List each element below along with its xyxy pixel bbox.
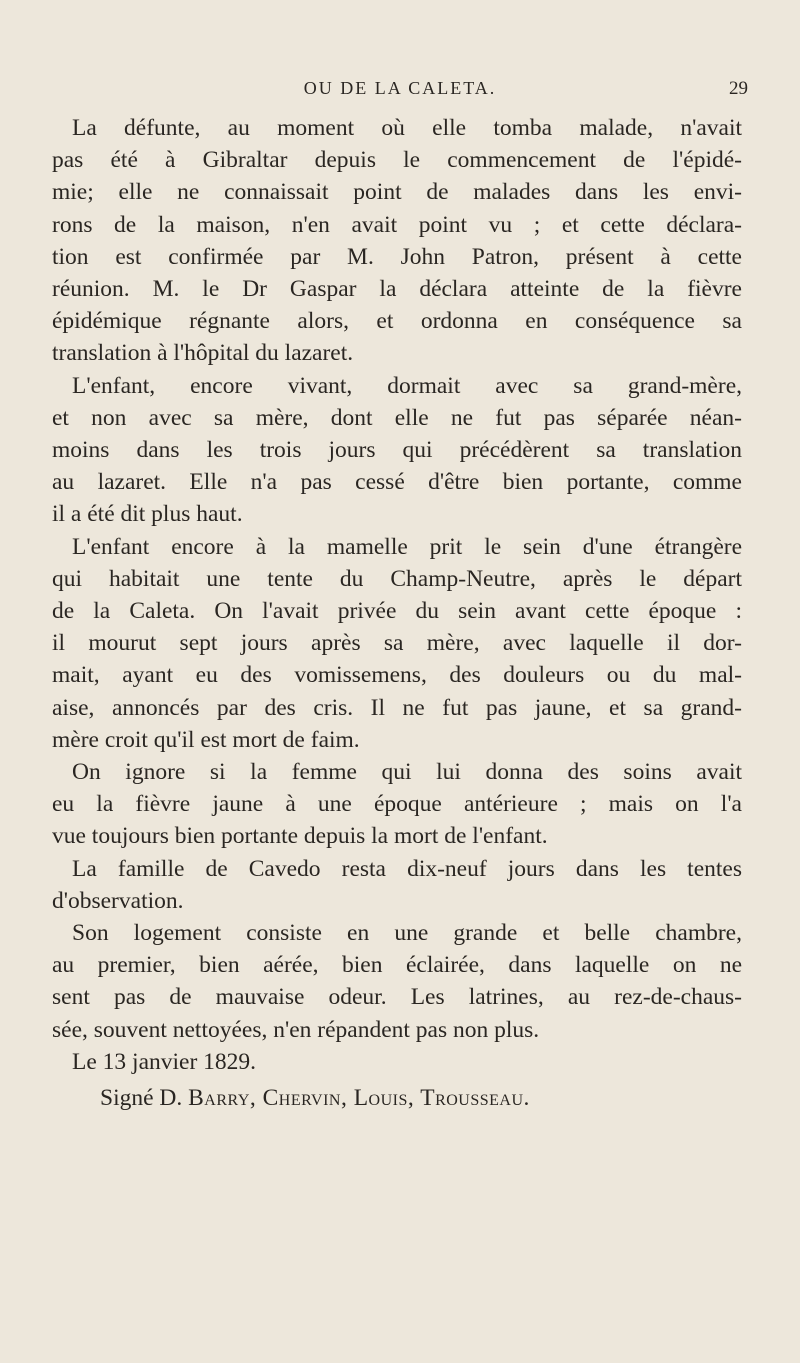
- paragraph: [52, 917, 742, 1046]
- text-line: pas été à Gibraltar depuis le commencement de l'épidé-: [52, 147, 742, 174]
- signature-prefix: Signé D.: [100, 1085, 183, 1112]
- paragraph: [52, 531, 742, 756]
- text-line: au lazaret. Elle n'a pas cessé d'être bien portante, comme: [52, 469, 742, 496]
- text-line: il a été dit plus haut.: [52, 501, 243, 528]
- text-line: de la Caleta. On l'avait privée du sein avant cette époque :: [52, 598, 742, 625]
- text-line: au premier, bien aérée, bien éclairée, dans laquelle on ne: [52, 952, 742, 979]
- text-line: sent pas de mauvaise odeur. Les latrines, au rez-de-chaus-: [52, 984, 742, 1011]
- body-text: [52, 112, 742, 1114]
- text-line: L'enfant, encore vivant, dormait avec sa grand-mère,: [72, 372, 742, 399]
- text-line: La défunte, au moment où elle tomba malade, n'avait: [72, 115, 742, 141]
- text-line: rons de la maison, n'en avait point vu ; et cette déclara-: [52, 211, 742, 238]
- page-header: [52, 78, 748, 108]
- paragraph: [52, 112, 742, 370]
- text-line: vue toujours bien portante depuis la mort de l'enfant.: [52, 823, 548, 850]
- text-line: et non avec sa mère, dont elle ne fut pas séparée néan-: [52, 404, 742, 431]
- running-title: OU DE LA CALETA.: [303, 78, 497, 98]
- text-line: qui habitait une tente du Champ-Neutre, après le départ: [52, 565, 742, 592]
- text-line: aise, annoncés par des cris. Il ne fut pas jaune, et sa grand-: [52, 694, 742, 721]
- paragraph: [52, 756, 742, 853]
- text-line: eu la fièvre jaune à une époque antérieure ; mais on l'a: [52, 791, 742, 818]
- text-line: il mourut sept jours après sa mère, avec laquelle il dor-: [52, 630, 742, 657]
- text-line: On ignore si la femme qui lui donna des soins avait: [72, 759, 742, 786]
- text-line: mère croit qu'il est mort de faim.: [52, 726, 360, 753]
- text-line: d'observation.: [52, 887, 184, 914]
- text-line: tion est confirmée par M. John Patron, présent à cette: [52, 243, 742, 270]
- text-line: sée, souvent nettoyées, n'en répandent pas non plus.: [52, 1016, 540, 1043]
- text-line: épidémique régnante alors, et ordonna en conséquence sa: [52, 308, 742, 335]
- text-line: mie; elle ne connaissait point de malades dans les envi-: [52, 179, 742, 206]
- text-line: L'enfant encore à la mamelle prit le sein d'une étrangère: [72, 533, 742, 560]
- text-line: réunion. M. le Dr Gaspar la déclara atteinte de la fièvre: [52, 276, 742, 303]
- date-line: Le 13 janvier 1829.: [72, 1048, 257, 1075]
- text-line: moins dans les trois jours qui précédèrent sa translation: [52, 437, 742, 464]
- text-line: mait, ayant eu des vomissemens, des douleurs ou du mal-: [52, 662, 742, 689]
- paragraph: [52, 370, 742, 531]
- signature-line: [52, 1082, 742, 1114]
- text-line: La famille de Cavedo resta dix-neuf jours dans les tentes: [72, 855, 742, 882]
- text-line: translation à l'hôpital du lazaret.: [52, 340, 354, 367]
- page-number: 29: [729, 78, 748, 99]
- signatory-names: Barry, Chervin, Louis, Trousseau.: [188, 1085, 530, 1112]
- paragraph: [52, 853, 742, 917]
- text-line: Son logement consiste en une grande et belle chambre,: [72, 920, 742, 947]
